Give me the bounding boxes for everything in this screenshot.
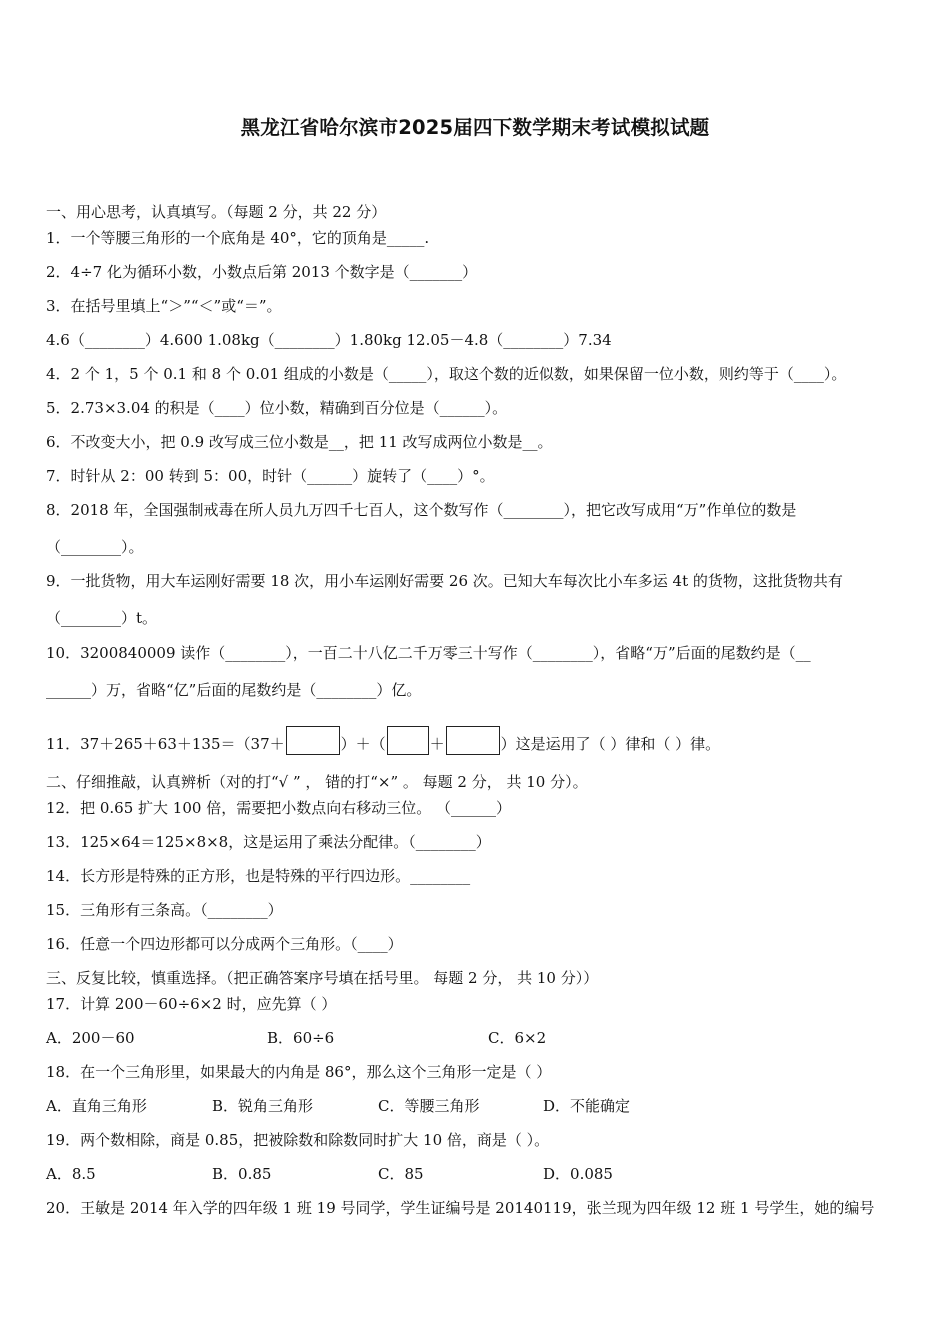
answer-box-2[interactable] xyxy=(387,726,429,755)
q17-option-a[interactable]: A．200－60 xyxy=(46,1029,135,1047)
q19-option-a[interactable]: A．8.5 xyxy=(46,1165,96,1183)
q18-option-a[interactable]: A．直角三角形 xyxy=(46,1097,147,1115)
question-10-line2: ______）万，省略“亿”后面的尾数约是（________）亿。 xyxy=(46,681,422,699)
q17-option-c[interactable]: C．6×2 xyxy=(488,1029,547,1047)
question-6: 6．不改变大小，把 0.9 改写成三位小数是__，把 11 改写成两位小数是__。 xyxy=(46,433,553,451)
question-4: 4．2 个 1，5 个 0.1 和 8 个 0.01 组成的小数是（_____），取这个数的近似数，如果保留一位小数，则约等于（____）。 xyxy=(46,365,847,383)
q19-option-b[interactable]: B．0.85 xyxy=(212,1165,272,1183)
q17-option-b[interactable]: B．60÷6 xyxy=(267,1029,335,1047)
answer-box-3[interactable] xyxy=(446,726,500,755)
question-17: 17．计算 200－60÷6×2 时，应先算（ ） xyxy=(46,995,337,1013)
question-13: 13．125×64＝125×8×8，这是运用了乘法分配律。（________） xyxy=(46,833,491,851)
question-3: 3．在括号里填上“＞”“＜”或“＝”。 xyxy=(46,297,282,315)
question-19: 19．两个数相除，商是 0.85，把被除数和除数同时扩大 10 倍，商是（ ）。 xyxy=(46,1131,550,1149)
section3-heading: 三、反复比较，慎重选择。（把正确答案序号填在括号里。 每题 2 分， 共 10 分）） xyxy=(46,969,599,987)
question-9-line1: 9．一批货物，用大车运刚好需要 18 次，用小车运刚好需要 26 次。已知大车每次比小车多运 4t 的货物，这批货物共有 xyxy=(46,572,843,590)
question-14: 14．长方形是特殊的正方形，也是特殊的平行四边形。________ xyxy=(46,867,471,885)
q19-option-d[interactable]: D．0.085 xyxy=(543,1165,613,1183)
section2-heading: 二、仔细推敲，认真辨析（对的打“√ ” ， 错的打“×” 。 每题 2 分， 共 10 分）。 xyxy=(46,773,588,791)
q18-option-d[interactable]: D．不能确定 xyxy=(543,1097,631,1115)
question-18: 18．在一个三角形里，如果最大的内角是 86°，那么这个三角形一定是（ ） xyxy=(46,1063,552,1081)
question-7: 7．时针从 2：00 转到 5：00，时针（______）旋转了（____）°。 xyxy=(46,467,495,485)
question-2: 2．4÷7 化为循环小数，小数点后第 2013 个数字是（_______） xyxy=(46,263,478,281)
question-11-mid: ）＋（ xyxy=(340,735,386,753)
question-11-plus: ＋ xyxy=(429,735,445,753)
section1-heading: 一、用心思考，认真填写。（每题 2 分，共 22 分） xyxy=(46,203,387,221)
question-1: 1．一个等腰三角形的一个底角是 40°，它的顶角是_____. xyxy=(46,229,430,247)
question-10-line1: 10．3200840009 读作（________），一百二十八亿二千万零三十写作（________），省略“万”后面的尾数约是（__ xyxy=(46,644,811,662)
question-20: 20．王敏是 2014 年入学的四年级 1 班 19 号同学，学生证编号是 20140119，张兰现为四年级 12 班 1 号学生，她的编号 xyxy=(46,1199,875,1217)
question-3-items: 4.6（________）4.600 1.08kg（________）1.80kg 12.05－4.8（________）7.34 xyxy=(46,331,612,349)
question-12: 12．把 0.65 扩大 100 倍，需要把小数点向右移动三位。 （______） xyxy=(46,799,511,817)
answer-box-1[interactable] xyxy=(286,726,340,755)
question-11-end: ）这是运用了（ ）律和（ ）律。 xyxy=(500,735,721,753)
question-16: 16．任意一个四边形都可以分成两个三角形。（____） xyxy=(46,935,403,953)
question-11-start: 11．37＋265＋63＋135＝（37＋ xyxy=(46,735,285,753)
question-15: 15．三角形有三条高。（________） xyxy=(46,901,283,919)
question-8-line1: 8．2018 年，全国强制戒毒在所人员九万四千七百人，这个数写作（________），把它改写成用“万”作单位的数是 xyxy=(46,501,797,519)
q18-option-c[interactable]: C．等腰三角形 xyxy=(378,1097,480,1115)
question-11 xyxy=(46,726,720,755)
question-8-line2: （________）。 xyxy=(46,538,144,556)
q19-option-c[interactable]: C．85 xyxy=(378,1165,424,1183)
question-5: 5．2.73×3.04 的积是（____）位小数，精确到百分位是（______）。 xyxy=(46,399,508,417)
exam-title: 黑龙江省哈尔滨市2025届四下数学期末考试模拟试题 xyxy=(240,116,710,139)
question-9-line2: （________）t。 xyxy=(46,609,158,627)
q18-option-b[interactable]: B．锐角三角形 xyxy=(212,1097,314,1115)
